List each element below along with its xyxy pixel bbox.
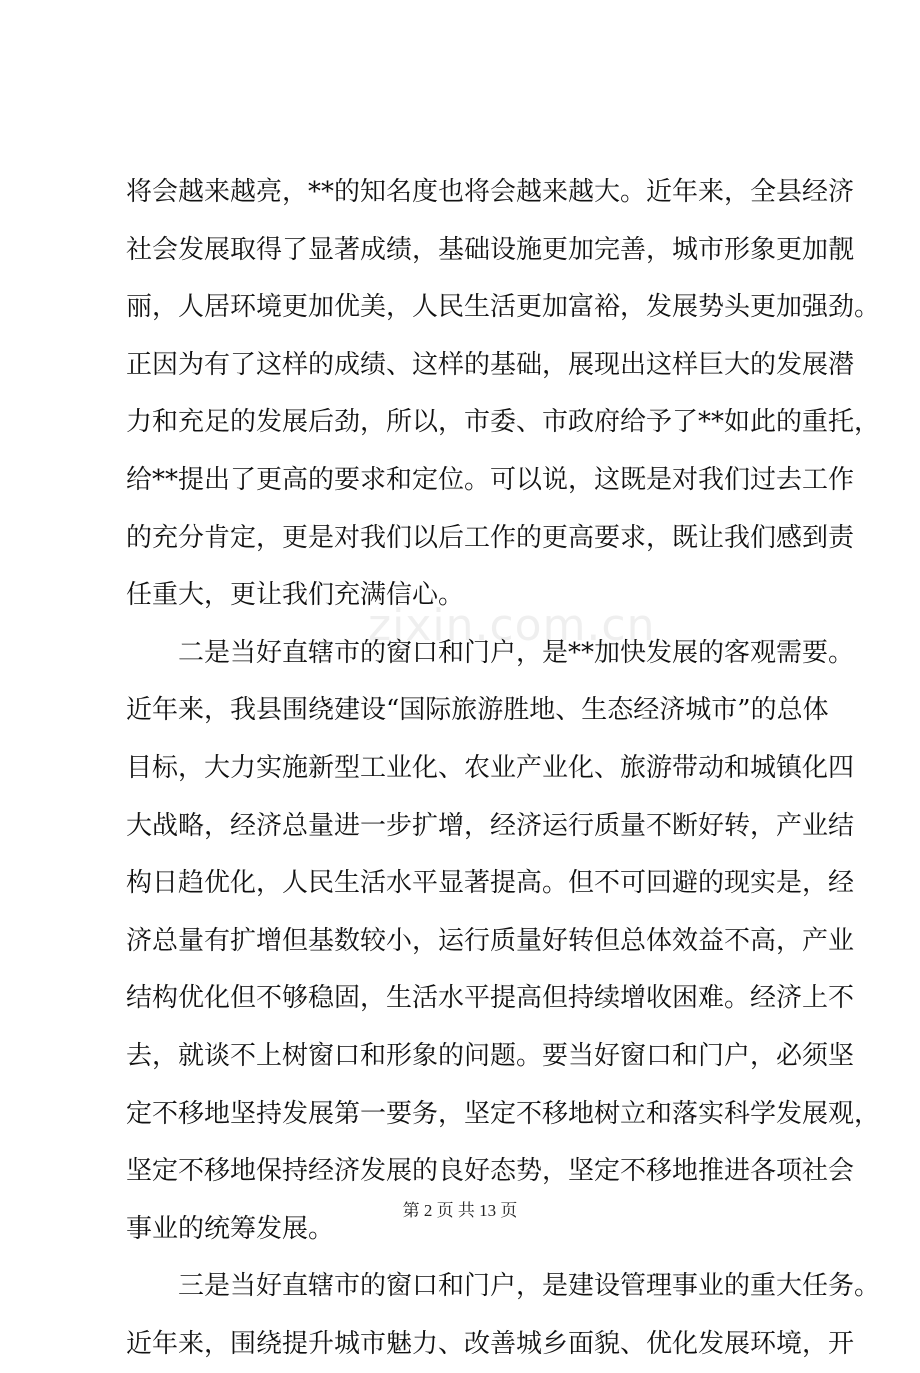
body-text <box>126 164 881 1373</box>
text-line: 任重大，更让我们充满信心。 <box>126 580 465 611</box>
text-line: 将会越来越亮，**的知名度也将会越来越大。近年来，全县经济 <box>126 177 855 207</box>
watermark: zixin.com.cn <box>368 600 656 651</box>
text-line: 丽，人居环境更加优美，人民生活更加富裕，发展势头更加强劲。 <box>126 292 881 323</box>
text-line: 近年来，我县围绕建设“国际旅游胜地、生态经济城市”的总体 <box>126 695 829 726</box>
page-footer: 第 2 页 共 13 页 <box>402 1201 518 1220</box>
text-line: 社会发展取得了显著成绩，基础设施更加完善，城市形象更加靓 <box>126 234 855 265</box>
text-line: 事业的统筹发展。 <box>126 1213 335 1244</box>
text-line: 近年来，围绕提升城市魅力、改善城乡面貌、优化发展环境，开 <box>126 1328 855 1359</box>
text-line: 结构优化但不够稳固，生活水平提高但持续增收困难。经济上不 <box>126 983 855 1014</box>
text-line: 二是当好直辖市的窗口和门户，是**加快发展的客观需要。 <box>126 637 855 668</box>
text-line: 济总量有扩增但基数较小，运行质量好转但总体效益不高，产业 <box>126 925 855 956</box>
text-line: 正因为有了这样的成绩、这样的基础，展现出这样巨大的发展潜 <box>126 349 855 380</box>
text-line: 给**提出了更高的要求和定位。可以说，这既是对我们过去工作 <box>126 464 855 495</box>
text-line: 三是当好直辖市的窗口和门户，是建设管理事业的重大任务。 <box>126 1271 881 1302</box>
text-line: 大战略，经济总量进一步扩增，经济运行质量不断好转，产业结 <box>126 810 855 841</box>
text-line: 构日趋优化，人民生活水平显著提高。但不可回避的现实是，经 <box>126 868 855 899</box>
text-line: 去，就谈不上树窗口和形象的问题。要当好窗口和门户，必须坚 <box>126 1040 855 1071</box>
text-line: 坚定不移地保持经济发展的良好态势，坚定不移地推进各项社会 <box>126 1156 855 1187</box>
text-line: 力和充足的发展后劲，所以，市委、市政府给予了**如此的重托， <box>126 407 881 438</box>
text-line: 目标，大力实施新型工业化、农业产业化、旅游带动和城镇化四 <box>126 752 855 783</box>
text-line: 的充分肯定，更是对我们以后工作的更高要求，既让我们感到责 <box>126 522 855 553</box>
text-line: 定不移地坚持发展第一要务，坚定不移地树立和落实科学发展观， <box>126 1098 881 1129</box>
